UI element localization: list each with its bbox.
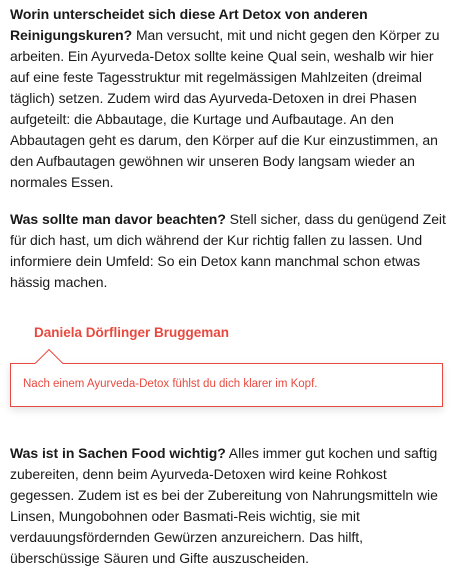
paragraph-heading: Worin unterscheidet sich diese Art Detox von anderen Reinigungskuren? xyxy=(10,6,368,43)
quote-box xyxy=(10,363,443,407)
paragraph-food xyxy=(10,443,446,569)
paragraph-text: Alles immer gut kochen und saftig zubereiten, denn beim Ayurveda-Detoxen wird keine Rohkost gegessen. Zudem ist es bei der Zubereitung von Nahrungsmitteln wie Linsen, Mungobohnen oder Basmati-Reis wichtig, sie mit verdauungsfördernden Gewürzen anzureichern. Das hilft, überschüssige Säuren und Gifte auszuscheiden. xyxy=(10,445,438,566)
quote-text: Nach einem Ayurveda-Detox fühlst du dich klarer im Kopf. xyxy=(23,378,318,390)
quote-notch xyxy=(35,349,63,377)
paragraph-text: Stell sicher, dass du genügend Zeit für dich hast, um dich während der Kur richtig fallen zu lassen. Und informiere dein Umfeld: So ein Detox kann manchmal schon etwas hässig machen. xyxy=(10,211,446,290)
paragraph-text: Man versucht, mit und nicht gegen den Körper zu arbeiten. Ein Ayurveda-Detox sollte keine Qual sein, weshalb wir hier auf eine feste Tagesstruktur mit regelmässigen Mahlzeiten (dreimal täglich) setzen. Zudem wird das Ayurveda-Detoxen in drei Phasen aufgeteilt: die Abbautage, die Kurtage und Aufbautage. An den Abbautagen geht es darum, den Körper auf die Kur einzustimmen, an den Aufbautagen gewöhnen wir unseren Body langsam wieder an normales Essen. xyxy=(10,27,440,190)
paragraph-preparation xyxy=(10,209,446,293)
paragraph-heading: Was sollte man davor beachten? xyxy=(10,211,226,227)
paragraph-heading: Was ist in Sachen Food wichtig? xyxy=(10,445,226,461)
pull-quote xyxy=(10,323,443,407)
quote-author: Daniela Dörflinger Bruggeman xyxy=(34,325,230,340)
paragraph-difference xyxy=(10,4,446,193)
